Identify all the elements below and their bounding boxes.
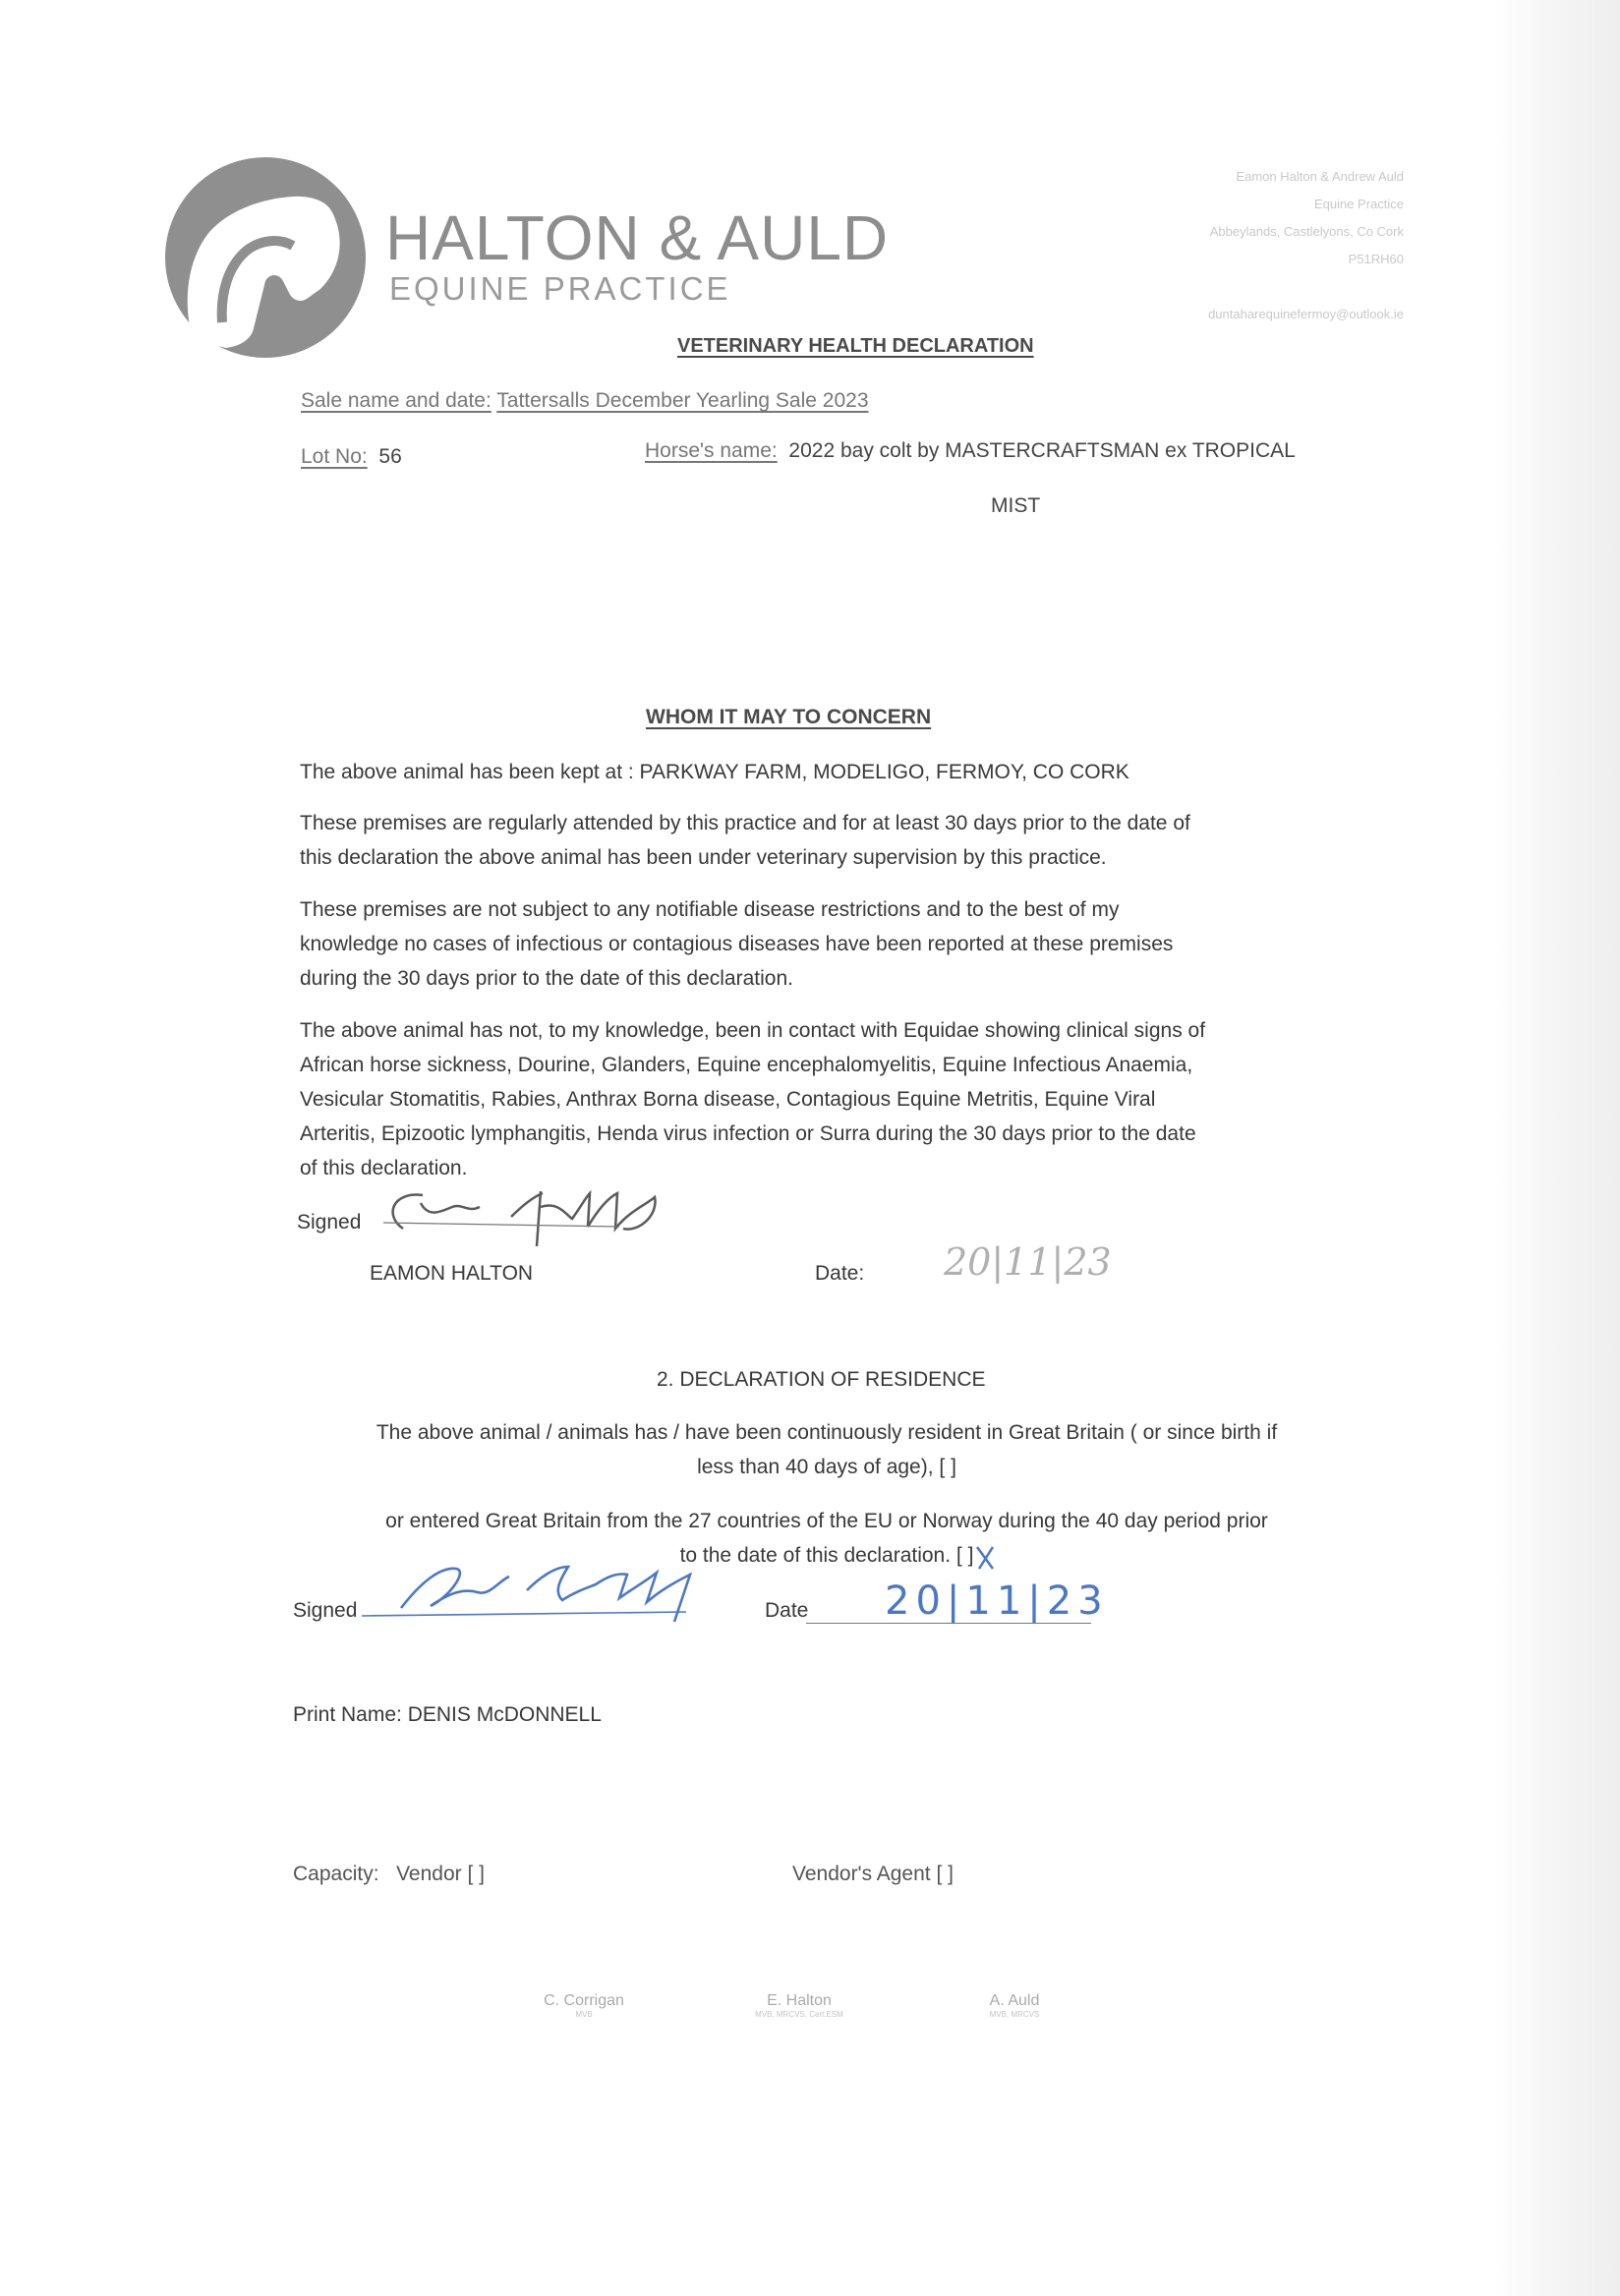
partner-name: A. Auld [989, 1992, 1040, 2009]
vet-date-label: Date: [815, 1262, 865, 1285]
paragraph-line: to the date of this declaration. [ ] [679, 1544, 974, 1567]
horse-logo-icon [163, 155, 368, 360]
paragraph-diseases [300, 1013, 1205, 1185]
paragraph-line: African horse sickness, Dourine, Glanders, Equine encephalomyelitis, Equine Infectious Anaemia, [300, 1054, 1193, 1076]
horse-value: 2022 bay colt by MASTERCRAFTSMAN ex TROPICAL [788, 439, 1296, 462]
lot-value: 56 [378, 445, 402, 468]
email-address: duntaharequinefermoy@outlook.ie [1208, 307, 1404, 321]
concern-heading: WHOM IT MAY TO CONCERN [646, 706, 932, 728]
footer-partner [486, 1992, 682, 2019]
address-line: P51RH60 [1348, 252, 1404, 266]
sale-line [301, 389, 869, 413]
footer-partner [916, 1992, 1113, 2019]
address-line: Equine Practice [1313, 197, 1404, 211]
paragraph-line: knowledge no cases of infectious or contagious diseases have been reported at these premises [300, 933, 1174, 955]
logo-subtitle: EQUINE PRACTICE [389, 270, 731, 307]
paragraph-supervision [300, 806, 1190, 875]
paragraph-line: Arteritis, Epizootic lymphangitis, Henda virus infection or Surra during the 30 days prior to the date [300, 1122, 1196, 1145]
vet-name: EAMON HALTON [370, 1262, 534, 1285]
sale-value: Tattersalls December Yearling Sale 2023 [496, 389, 869, 412]
vendor-date-label: Date [765, 1599, 809, 1622]
paragraph-line: or entered Great Britain from the 27 countries of the EU or Norway during the 40 day period prior [385, 1510, 1268, 1532]
capacity-vendor-agent: Vendor's Agent [ ] [792, 1863, 954, 1885]
address-line: Eamon Halton & Andrew Auld [1236, 169, 1404, 184]
paragraph-line: Vesicular Stomatitis, Rabies, Anthrax Borna disease, Contagious Equine Metritis, Equine Viral [300, 1088, 1156, 1111]
vet-signature [364, 1168, 659, 1256]
document-title: VETERINARY HEALTH DECLARATION [677, 335, 1034, 357]
paragraph-line: during the 30 days prior to the date of this declaration. [300, 967, 793, 990]
residence-statement-1 [305, 1415, 1349, 1484]
partner-name: E. Halton [767, 1992, 832, 2009]
partner-qualifications: MVB, MRCVS, Cert.ESM [755, 2010, 843, 2019]
paragraph-line: The above animal has not, to my knowledge, been in contact with Equidae showing clinical signs of [300, 1019, 1206, 1042]
vendor-signed-label: Signed [293, 1599, 358, 1622]
residence-heading: 2. DECLARATION OF RESIDENCE [657, 1368, 986, 1391]
paragraph-line: These premises are regularly attended by this practice and for at least 30 days prior to the date of [300, 812, 1190, 834]
capacity-line [293, 1857, 485, 1891]
lot-label: Lot No: [301, 445, 368, 468]
partner-qualifications: MVB, MRCVS [989, 2010, 1040, 2019]
logo-title: HALTON & AULD [385, 202, 890, 273]
footer-partner [701, 1992, 897, 2019]
vet-signed-label: Signed [297, 1211, 362, 1234]
vendor-signature [362, 1553, 725, 1632]
address-line: Abbeylands, Castlelyons, Co Cork [1209, 224, 1404, 239]
paragraph-line: this declaration the above animal has been under veterinary supervision by this practice. [300, 846, 1107, 869]
sale-label: Sale name and date: [301, 389, 492, 412]
paragraph-line: less than 40 days of age), [ ] [697, 1456, 956, 1478]
print-name: Print Name: DENIS McDONNELL [293, 1703, 602, 1726]
paragraph-line: The above animal / animals has / have been continuously resident in Great Britain ( or since birth if [376, 1421, 1278, 1444]
horse-label: Horse's name: [645, 439, 778, 462]
capacity-label: Capacity: [293, 1863, 379, 1885]
vet-date-handwritten: 20|11|23 [944, 1240, 1112, 1284]
partner-name: C. Corrigan [544, 1992, 624, 2009]
vendor-date-handwritten: 20|11|23 [885, 1578, 1109, 1624]
paragraph-restrictions [300, 892, 1173, 996]
premises-line: The above animal has been kept at : PARKWAY FARM, MODELIGO, FERMOY, CO CORK [300, 761, 1129, 783]
lot-line [301, 445, 402, 469]
checkbox-mark-icon [973, 1543, 999, 1573]
capacity-vendor: Vendor [ ] [396, 1863, 485, 1885]
partner-qualifications: MVB [575, 2010, 593, 2019]
scan-edge-shadow [1492, 0, 1620, 2296]
paragraph-line: These premises are not subject to any notifiable disease restrictions and to the best of my [300, 898, 1120, 921]
paragraph-line: of this declaration. [300, 1157, 468, 1179]
horse-line [645, 439, 1296, 463]
horse-value-cont: MIST [991, 494, 1041, 517]
address-block [1210, 163, 1404, 273]
